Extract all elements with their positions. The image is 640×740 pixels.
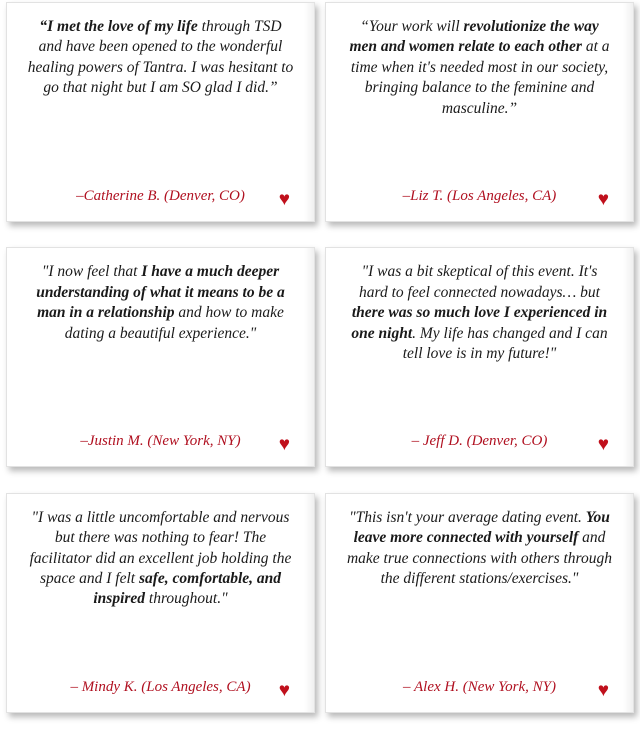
testimonial-quote: “I met the love of my life through TSD and have been opened to the wonderful healing powers of Tantra. I was hesitant to go that night but I am SO glad I did.”	[27, 18, 294, 97]
testimonial-attribution: –Catherine B. (Denver, CO)	[76, 188, 245, 204]
card-surface	[325, 493, 634, 713]
card-surface	[6, 2, 315, 222]
testimonial-quote: "I now feel that I have a much deeper understanding of what it means to be a man in a relationship and how to make dating a beautiful experience."	[36, 263, 285, 342]
heart-icon: ♥	[597, 679, 609, 701]
heart-icon: ♥	[278, 679, 290, 701]
testimonial-quote: "I was a bit skeptical of this event. It's hard to feel connected nowadays… but there was so much love I experienced in one night. My life has changed and I can tell love is in my future!"	[351, 263, 608, 363]
page-fold-shade	[304, 3, 314, 221]
testimonial-attribution: –Liz T. (Los Angeles, CA)	[402, 188, 557, 204]
heart-icon: ♥	[278, 189, 290, 210]
testimonial-attribution: – Alex H. (New York, NY)	[403, 678, 556, 695]
testimonial-card-3	[6, 247, 315, 488]
testimonial-card-6	[325, 493, 634, 734]
testimonial-attribution: –Justin M. (New York, NY)	[80, 433, 241, 450]
testimonial-quote: "This isn't your average dating event. You leave more connected with yourself and make true connections with others through the different stations/exercises."	[346, 508, 613, 588]
testimonial-attribution-row	[344, 188, 615, 211]
page-fold-shade	[623, 248, 633, 466]
testimonial-attribution: – Jeff D. (Denver, CO)	[411, 433, 548, 450]
testimonial-attribution-row	[25, 679, 296, 702]
page-fold-shade	[304, 248, 314, 466]
testimonial-card-2	[325, 2, 634, 243]
heart-icon: ♥	[278, 434, 290, 456]
testimonial-card-5	[6, 493, 315, 734]
card-surface	[6, 247, 315, 467]
testimonial-attribution-row	[25, 433, 296, 456]
heart-icon: ♥	[597, 434, 609, 456]
testimonial-attribution-row	[344, 433, 615, 456]
page-fold-shade	[623, 494, 633, 712]
card-surface	[6, 493, 315, 713]
testimonial-card-1	[6, 2, 315, 243]
testimonial-attribution: – Mindy K. (Los Angeles, CA)	[70, 678, 251, 695]
heart-icon: ♥	[597, 189, 609, 210]
testimonial-card-4	[325, 247, 634, 488]
testimonial-attribution-row	[344, 679, 615, 702]
card-surface	[325, 247, 634, 467]
testimonial-quote: "I was a little uncomfortable and nervous but there was nothing to fear! The facilitator did an excellent job holding the space and I felt safe, comfortable, and inspired throughout."	[29, 508, 292, 608]
testimonial-quote: “Your work will revolutionize the way men and women relate to each other at a time when it's needed most in our society, bringing balance to the feminine and masculine.”	[349, 18, 610, 117]
page-fold-shade	[304, 494, 314, 712]
page-fold-shade	[623, 3, 633, 221]
testimonial-attribution-row	[25, 188, 296, 211]
card-surface	[325, 2, 634, 222]
